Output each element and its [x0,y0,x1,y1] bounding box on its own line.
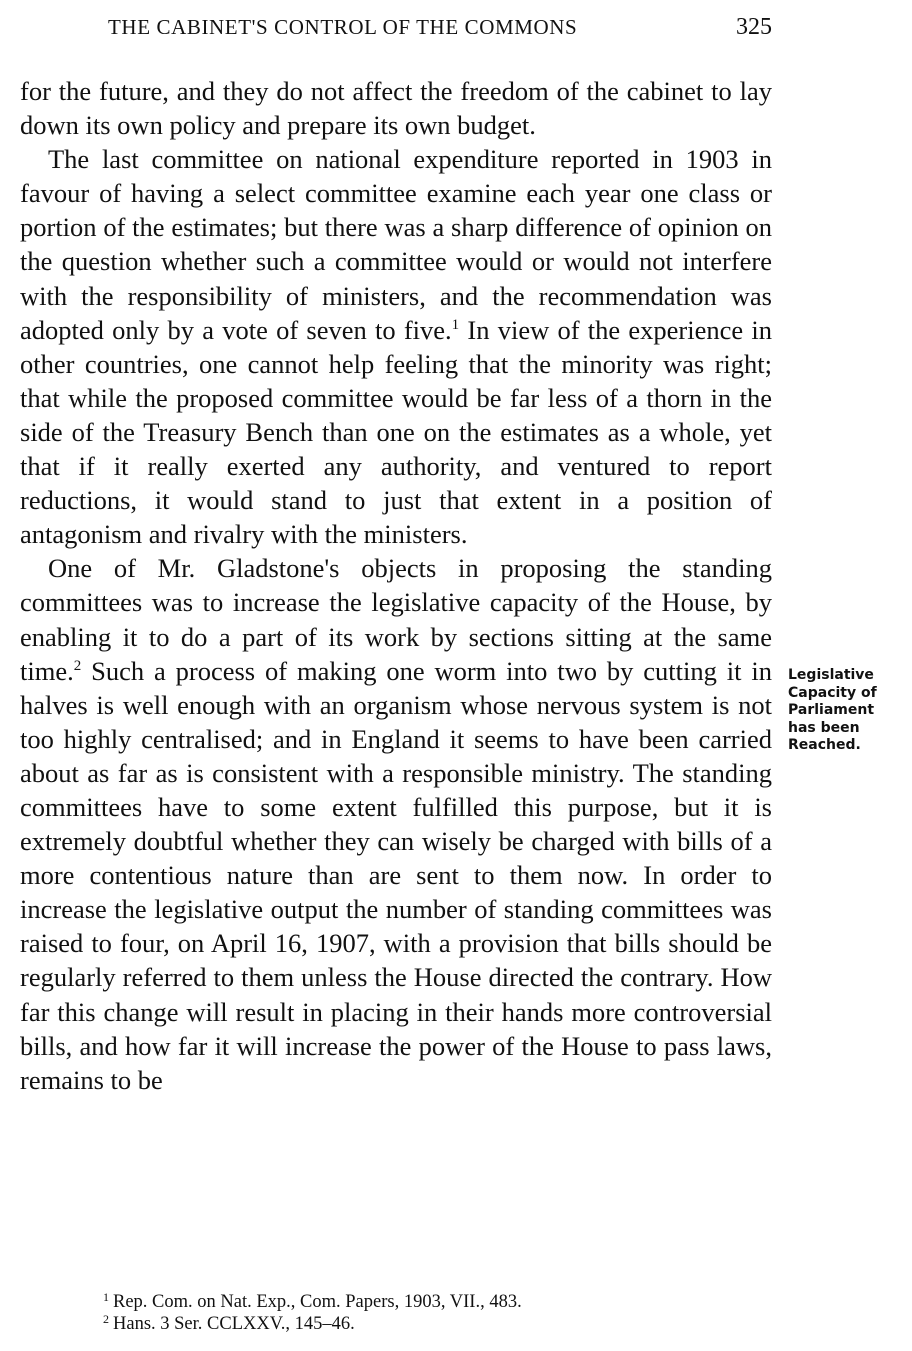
sidenote-line: Reached. [788,737,861,753]
sidenote-line: has been [788,719,860,736]
paragraph-3-text-b: Such a process of making one worm into two by cutting it in halves is well enough with an organism whose nervous system is not too highly centralised; and in England it seems to have been carried about as far as is consistent with a responsible ministry. The standing committees have to some extent fulfilled this purpose, but it is extremely doubtful whether they can wisely be charged with bills of a more contentious nature than are sent to them now. In order to increase the legislative output the number of standing committees was raised to four, on April 16, 1907, with a provision that bills should be regularly referred to them unless the House directed the contrary. How far this change will result in placing in their hands more controversial bills, and how far it will increase the power of the House to pass laws, remains to be [20,655,772,1095]
footnote-mark: 2 [103,1312,109,1326]
sidenote-line: Capacity of [788,684,877,701]
paragraph-2-text-a: The last committee on national expenditure reported in 1903 in favour of having a select committee examine each year one class or portion of the estimates; but there was a sharp difference of opinion on the question whether such a committee would or would not interfere with the responsibility of ministers, and the recommendation was adopted only by a vote of seven to five. [20,144,772,345]
running-head [20,12,772,42]
paragraph-1: for the future, and they do not affect the freedom of the cabinet to lay down its own policy and prepare its own budget. [20,76,772,141]
paragraph-2 [20,142,772,551]
footnote-ref-1: 1 [451,316,460,333]
paragraph-3 [20,551,772,1097]
footnotes [103,1291,803,1335]
marginal-sidenote [788,667,908,755]
footnote-ref-2: 2 [73,657,82,674]
footnote-mark: 1 [103,1290,109,1304]
footnote-text: Rep. Com. on Nat. Exp., Com. Papers, 1903, VII., 483. [113,1292,522,1312]
page-number: 325 [736,14,772,40]
running-title: THE CABINET'S CONTROL OF THE COMMONS [108,15,578,39]
paragraph-2-text-b: In view of the experience in other countries, one cannot help feeling that the minority was right; that while the proposed committee would be far less of a thorn in the side of the Treasury Bench than one on the estimates as a whole, yet that if it really exerted any authority, and ventured to report reductions, it would stand to just that extent in a position of antagonism and rivalry with the ministers. [20,314,772,550]
sidenote-line: Legislative [788,667,874,683]
footnote-2 [103,1313,803,1335]
sidenote-line: Parliament [788,702,875,718]
footnote-text: Hans. 3 Ser. CCLXXV., 145–46. [113,1314,355,1334]
paragraph-3-text-a: One of Mr. Gladstone's objects in proposing the standing committees was to increase the legislative capacity of the House, by enabling it to do a part of its work by sections sitting at the same time. [20,553,772,686]
footnote-1 [103,1291,803,1313]
body-text [20,74,772,1097]
